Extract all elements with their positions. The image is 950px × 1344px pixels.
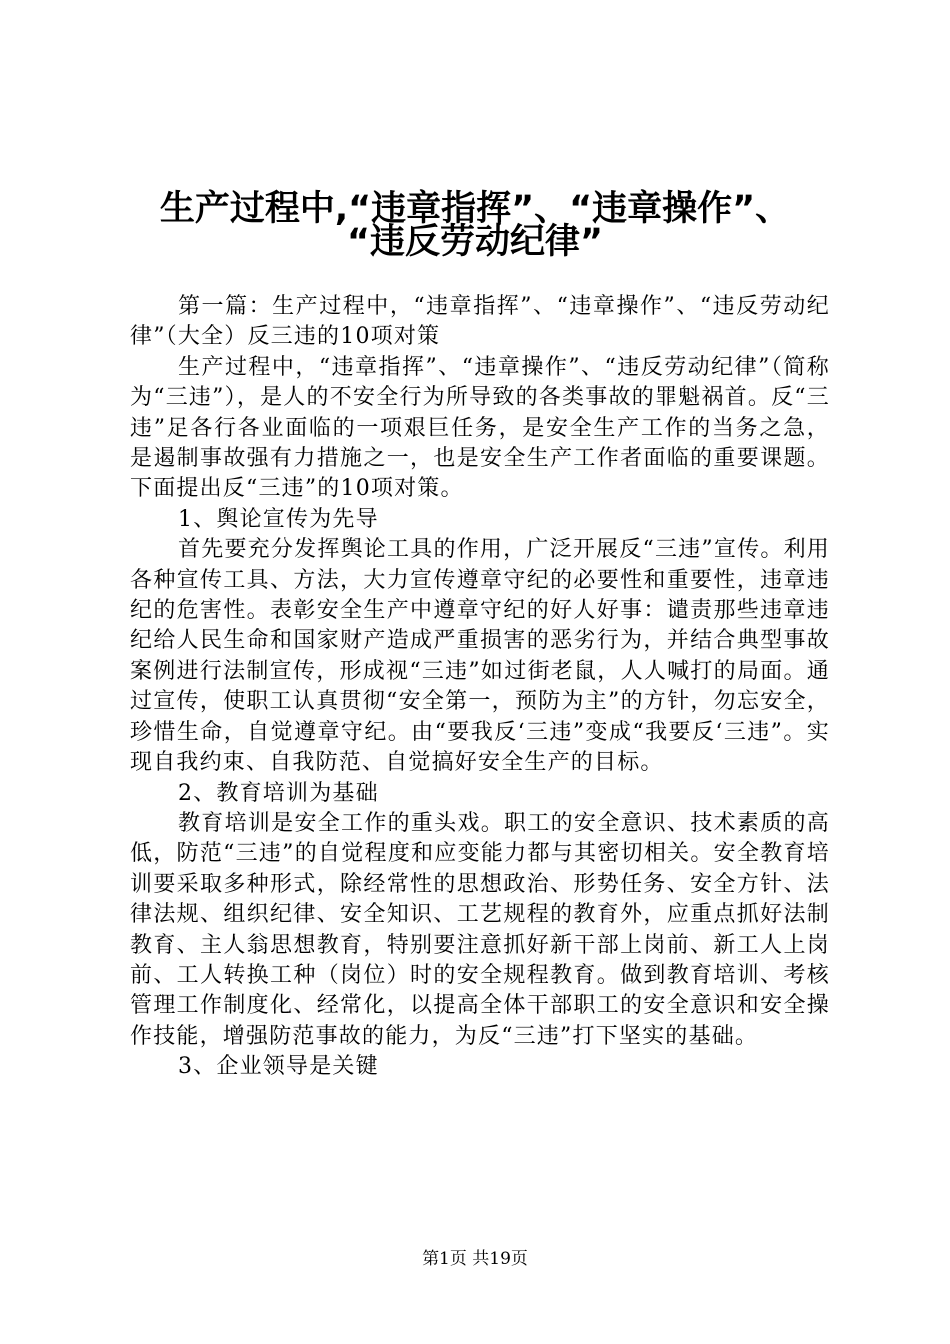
page-number-footer: 第1页 共19页 [422, 1249, 528, 1269]
paragraph-intro-heading: 第一篇：生产过程中，“违章指挥”、“违章操作”、“违反劳动纪律”（大全）反三违的10项对策 [130, 294, 830, 350]
document-title-line-2: “违反劳动纪律” [346, 222, 603, 262]
section-heading-1: 1、舆论宣传为先导 [178, 506, 379, 532]
section-heading-3: 3、企业领导是关键 [178, 1054, 379, 1080]
document-title-line-1: 生产过程中,“违章指挥”、“违章操作”、 [159, 189, 791, 229]
paragraph-section-2: 教育培训是安全工作的重头戏。职工的安全意识、技术素质的高低，防范“三违”的自觉程度和应变能力都与其密切相关。安全教育培训要采取多种形式，除经常性的思想政治、形势任务、安全方针、法律法规、组织纪律、安全知识、工艺规程的教育外，应重点抓好法制教育、主人翁思想教育，特别要注意抓好新干部上岗前、新工人上岗前、工人转换工种（岗位）时的安全规程教育。做到教育培训、考核管理工作制度化、经常化，以提高全体干部职工的安全意识和安全操作技能，增强防范事故的能力，为反“三违”打下坚实的基础。 [130, 810, 830, 1049]
document-body [130, 292, 830, 1083]
paragraph-section-1: 首先要充分发挥舆论工具的作用，广泛开展反“三违”宣传。利用各种宣传工具、方法，大力宣传遵章守纪的必要性和重要性，违章违纪的危害性。表彰安全生产中遵章守纪的好人好事：谴责那些违章违纪给人民生命和国家财产造成严重损害的恶劣行为，并结合典型事故案例进行法制宣传，形成视“三违”如过街老鼠，人人喊打的局面。通过宣传，使职工认真贯彻“安全第一，预防为主”的方针，勿忘安全，珍惜生命，自觉遵章守纪。由“要我反‘三违”变成“我要反‘三违”。实现自我约束、自我防范、自觉搞好安全生产的目标。 [130, 537, 830, 776]
paragraph-intro: 生产过程中，“违章指挥”、“违章操作”、“违反劳动纪律”（简称为“三违”），是人的不安全行为所导致的各类事故的罪魁祸首。反“三违”足各行各业面临的一项艰巨任务，是安全生产工作的当务之急，是遏制事故强有力措施之一，也是安全生产工作者面临的重要课题。下面提出反“三违”的10项对策。 [130, 354, 830, 502]
section-heading-2: 2、教育培训为基础 [178, 780, 379, 806]
